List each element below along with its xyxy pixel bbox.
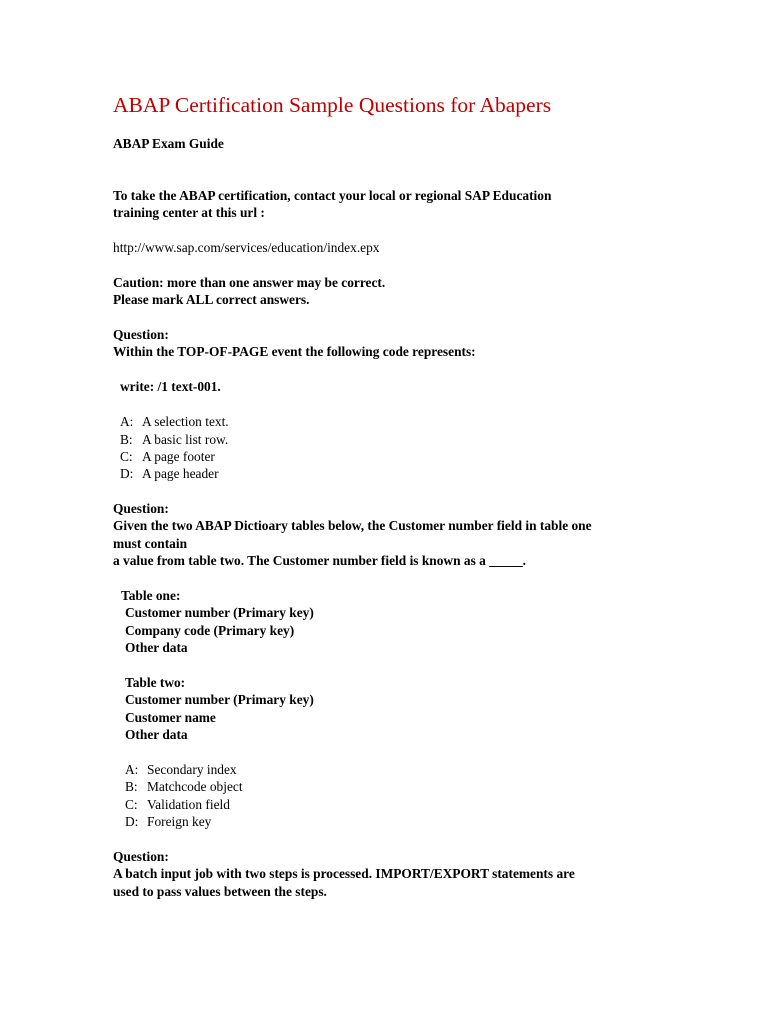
question-3-text-1: A batch input job with two steps is processed. IMPORT/EXPORT statements are: [113, 866, 575, 881]
q1-option-a: [120, 413, 229, 430]
question-1-label: Question:: [113, 327, 169, 342]
option-letter: D:: [125, 814, 139, 829]
table-two-row: Customer number (Primary key): [125, 692, 314, 707]
option-letter: B:: [120, 432, 133, 447]
question-1-text: Within the TOP-OF-PAGE event the following code represents:: [113, 344, 476, 359]
q2-option-c: [125, 796, 230, 813]
question-2-text-3: a value from table two. The Customer number field is known as a _____.: [113, 553, 527, 568]
option-letter: B:: [125, 779, 138, 794]
table-one-row: Company code (Primary key): [125, 623, 295, 638]
intro-line-1: To take the ABAP certification, contact your local or regional SAP Education: [113, 188, 552, 203]
intro-line-2: training center at this url :: [113, 205, 265, 220]
question-3-label: Question:: [113, 849, 169, 864]
option-letter: A:: [120, 414, 134, 429]
option-text: A page header: [142, 466, 219, 481]
q2-option-b: [125, 778, 243, 795]
q1-option-c: [120, 448, 215, 465]
question-2-text-1: Given the two ABAP Dictioary tables below, the Customer number field in table one: [113, 518, 592, 533]
option-text: Secondary index: [147, 762, 237, 777]
table-two-row: Customer name: [125, 710, 216, 725]
q1-option-d: [120, 465, 219, 482]
caution-line-1: Caution: more than one answer may be correct.: [113, 275, 386, 290]
option-letter: C:: [120, 449, 133, 464]
question-3-text-2: used to pass values between the steps.: [113, 884, 327, 899]
table-two-row: Other data: [125, 727, 188, 742]
table-one-row: Other data: [125, 640, 188, 655]
option-text: A basic list row.: [142, 432, 229, 447]
table-two-heading: Table two:: [125, 675, 186, 690]
page-title: ABAP Certification Sample Questions for Abapers: [113, 93, 552, 117]
education-url[interactable]: http://www.sap.com/services/education/index.epx: [113, 240, 380, 255]
q2-option-d: [125, 813, 211, 830]
question-2-text-2: must contain: [113, 536, 188, 551]
option-text: A selection text.: [142, 414, 229, 429]
option-text: Foreign key: [147, 814, 212, 829]
option-text: A page footer: [142, 449, 215, 464]
option-letter: D:: [120, 466, 134, 481]
table-one-heading: Table one:: [121, 588, 181, 603]
option-letter: A:: [125, 762, 139, 777]
question-2-label: Question:: [113, 501, 169, 516]
table-one-row: Customer number (Primary key): [125, 605, 314, 620]
question-1-code: write: /1 text-001.: [120, 379, 221, 394]
q2-option-a: [125, 761, 237, 778]
option-text: Validation field: [147, 797, 230, 812]
q1-option-b: [120, 431, 228, 448]
subtitle: ABAP Exam Guide: [113, 136, 224, 151]
caution-line-2: Please mark ALL correct answers.: [113, 292, 310, 307]
option-text: Matchcode object: [147, 779, 243, 794]
option-letter: C:: [125, 797, 138, 812]
